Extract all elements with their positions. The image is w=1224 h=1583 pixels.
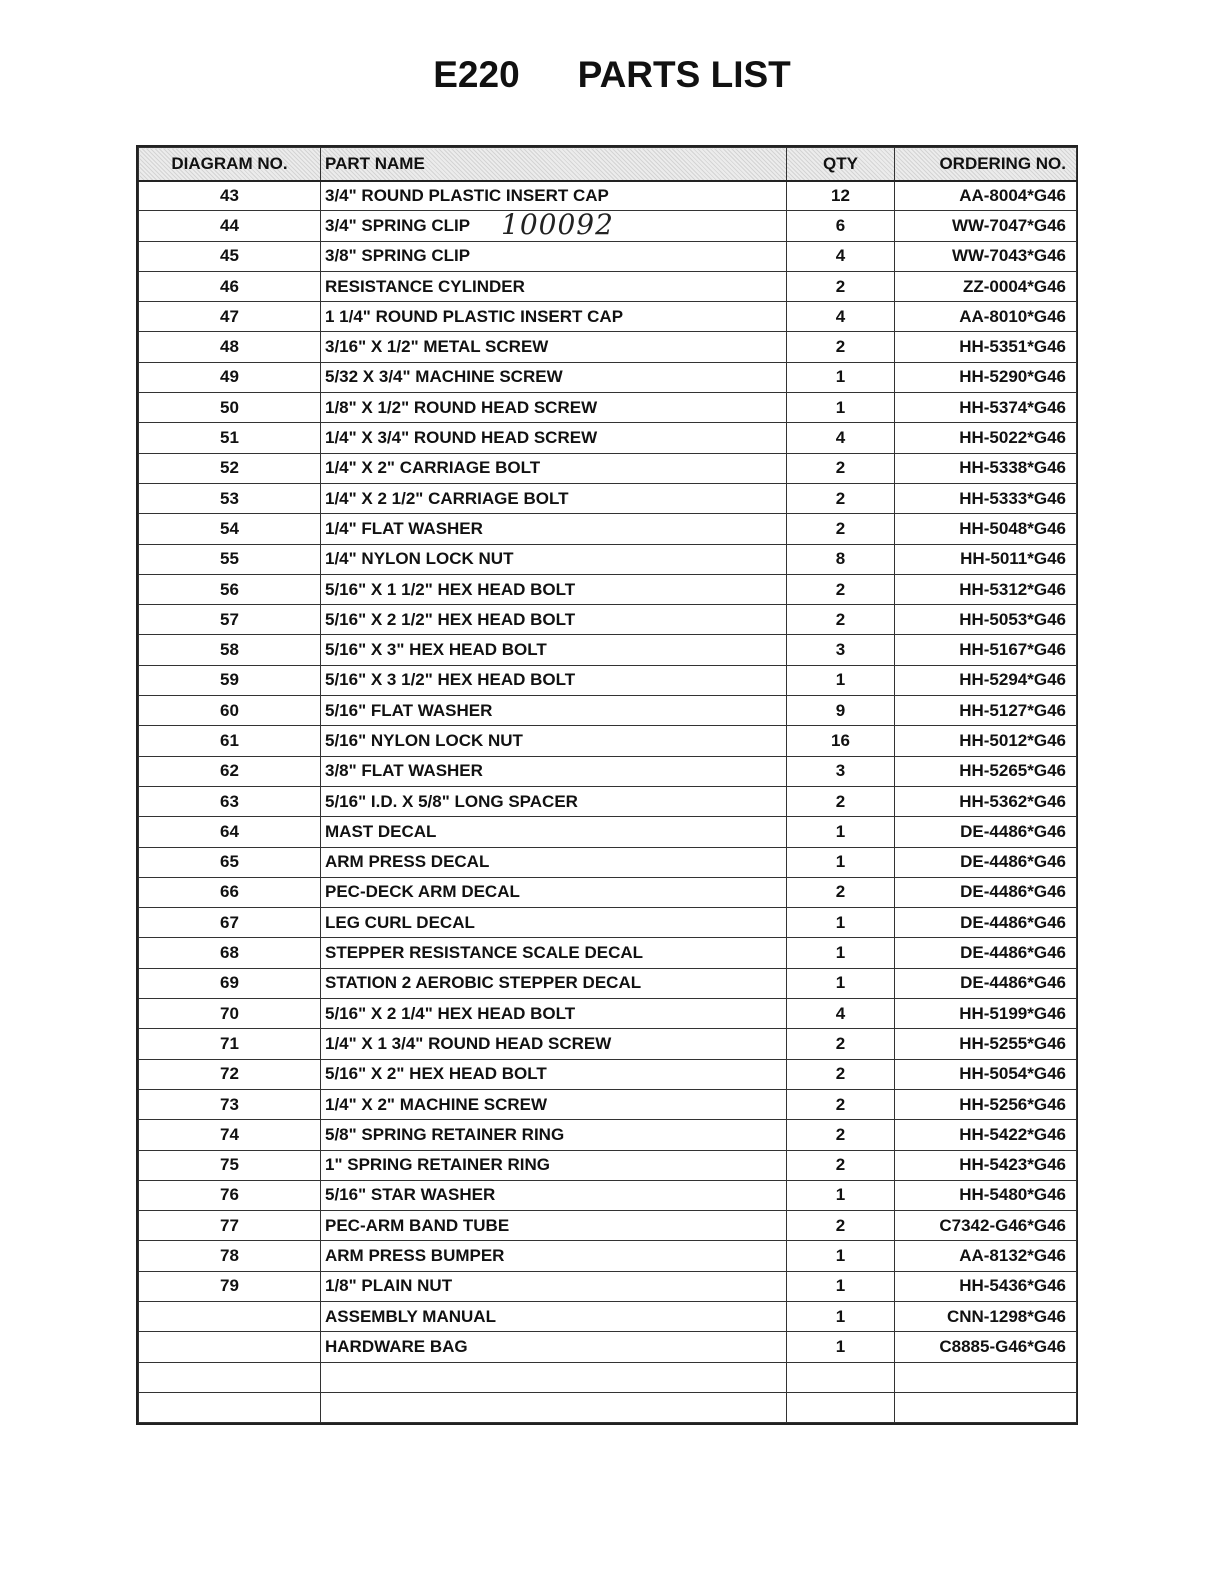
ordering-no-cell: HH-5338*G46 xyxy=(895,453,1077,483)
diagram-no-cell: 77 xyxy=(139,1211,321,1241)
part-name-cell xyxy=(321,1362,787,1392)
part-name-cell: 3/16" X 1/2" METAL SCREW xyxy=(321,332,787,362)
table-body xyxy=(139,181,1077,1423)
qty-cell: 1 xyxy=(787,1241,895,1271)
diagram-no-cell: 66 xyxy=(139,877,321,907)
qty-cell: 1 xyxy=(787,362,895,392)
qty-cell: 2 xyxy=(787,332,895,362)
part-name-cell: 5/16" X 2" HEX HEAD BOLT xyxy=(321,1059,787,1089)
qty-cell: 2 xyxy=(787,453,895,483)
table-row xyxy=(139,938,1077,968)
ordering-no-cell: HH-5422*G46 xyxy=(895,1120,1077,1150)
diagram-no-cell: 54 xyxy=(139,514,321,544)
part-name-cell: 1/8" X 1/2" ROUND HEAD SCREW xyxy=(321,393,787,423)
diagram-no-cell: 46 xyxy=(139,271,321,301)
diagram-no-cell: 52 xyxy=(139,453,321,483)
diagram-no-cell: 72 xyxy=(139,1059,321,1089)
diagram-no-cell xyxy=(139,1362,321,1392)
part-name-cell: 1/8" PLAIN NUT xyxy=(321,1271,787,1301)
qty-cell: 2 xyxy=(787,1029,895,1059)
table-row xyxy=(139,908,1077,938)
diagram-no-cell: 78 xyxy=(139,1241,321,1271)
qty-cell: 1 xyxy=(787,938,895,968)
table-row xyxy=(139,1120,1077,1150)
ordering-no-cell: C7342-G46*G46 xyxy=(895,1211,1077,1241)
ordering-no-cell: HH-5480*G46 xyxy=(895,1180,1077,1210)
ordering-no-cell: HH-5333*G46 xyxy=(895,483,1077,513)
part-name-cell: 3/8" FLAT WASHER xyxy=(321,756,787,786)
part-name-cell: 1/4" X 2 1/2" CARRIAGE BOLT xyxy=(321,483,787,513)
diagram-no-cell: 79 xyxy=(139,1271,321,1301)
qty-cell: 2 xyxy=(787,1211,895,1241)
diagram-no-cell: 59 xyxy=(139,665,321,695)
table-row xyxy=(139,786,1077,816)
ordering-no-cell: AA-8004*G46 xyxy=(895,181,1077,211)
table-row xyxy=(139,847,1077,877)
qty-cell: 4 xyxy=(787,302,895,332)
ordering-no-cell: DE-4486*G46 xyxy=(895,817,1077,847)
parts-list-heading: PARTS LIST xyxy=(577,54,791,95)
ordering-no-cell: AA-8010*G46 xyxy=(895,302,1077,332)
part-name-cell: 5/16" X 2 1/4" HEX HEAD BOLT xyxy=(321,999,787,1029)
part-name-cell: 1/4" X 3/4" ROUND HEAD SCREW xyxy=(321,423,787,453)
part-name-cell xyxy=(321,211,787,241)
table-row xyxy=(139,999,1077,1029)
qty-cell: 1 xyxy=(787,1271,895,1301)
diagram-no-cell: 75 xyxy=(139,1150,321,1180)
diagram-no-cell: 70 xyxy=(139,999,321,1029)
column-header-diagram-no: DIAGRAM NO. xyxy=(139,148,321,181)
qty-cell: 4 xyxy=(787,999,895,1029)
ordering-no-cell: HH-5199*G46 xyxy=(895,999,1077,1029)
part-name-cell: LEG CURL DECAL xyxy=(321,908,787,938)
part-name-cell: 5/16" I.D. X 5/8" LONG SPACER xyxy=(321,786,787,816)
table-row xyxy=(139,271,1077,301)
table-row xyxy=(139,756,1077,786)
table-row xyxy=(139,605,1077,635)
ordering-no-cell: HH-5256*G46 xyxy=(895,1089,1077,1119)
ordering-no-cell: HH-5255*G46 xyxy=(895,1029,1077,1059)
part-name-cell: 1/4" X 2" MACHINE SCREW xyxy=(321,1089,787,1119)
diagram-no-cell: 64 xyxy=(139,817,321,847)
part-name-cell: 5/16" X 3" HEX HEAD BOLT xyxy=(321,635,787,665)
table-header-row xyxy=(139,148,1077,181)
column-header-ordering-no: ORDERING NO. xyxy=(895,148,1077,181)
ordering-no-cell: HH-5167*G46 xyxy=(895,635,1077,665)
table-row xyxy=(139,1150,1077,1180)
part-name-cell: 1/4" X 2" CARRIAGE BOLT xyxy=(321,453,787,483)
diagram-no-cell: 62 xyxy=(139,756,321,786)
qty-cell: 2 xyxy=(787,514,895,544)
ordering-no-cell: CNN-1298*G46 xyxy=(895,1301,1077,1331)
qty-cell: 1 xyxy=(787,1301,895,1331)
table-row xyxy=(139,665,1077,695)
table-row xyxy=(139,1089,1077,1119)
table-row xyxy=(139,544,1077,574)
diagram-no-cell: 69 xyxy=(139,968,321,998)
ordering-no-cell: HH-5048*G46 xyxy=(895,514,1077,544)
column-header-qty: QTY xyxy=(787,148,895,181)
diagram-no-cell: 68 xyxy=(139,938,321,968)
part-name-cell: ASSEMBLY MANUAL xyxy=(321,1301,787,1331)
qty-cell: 2 xyxy=(787,1120,895,1150)
ordering-no-cell: HH-5012*G46 xyxy=(895,726,1077,756)
table-row xyxy=(139,1180,1077,1210)
qty-cell: 2 xyxy=(787,574,895,604)
table-row xyxy=(139,332,1077,362)
part-name-cell: 1" SPRING RETAINER RING xyxy=(321,1150,787,1180)
part-name-cell: 3/4" ROUND PLASTIC INSERT CAP xyxy=(321,181,787,211)
diagram-no-cell: 47 xyxy=(139,302,321,332)
diagram-no-cell xyxy=(139,1392,321,1422)
part-name-cell: 5/16" X 2 1/2" HEX HEAD BOLT xyxy=(321,605,787,635)
diagram-no-cell: 63 xyxy=(139,786,321,816)
table-row xyxy=(139,726,1077,756)
qty-cell: 2 xyxy=(787,483,895,513)
qty-cell xyxy=(787,1392,895,1422)
model-number: E220 xyxy=(433,54,520,95)
part-name-cell: STATION 2 AEROBIC STEPPER DECAL xyxy=(321,968,787,998)
diagram-no-cell: 51 xyxy=(139,423,321,453)
parts-table-container xyxy=(136,145,1078,1425)
part-name-cell: ARM PRESS DECAL xyxy=(321,847,787,877)
diagram-no-cell: 57 xyxy=(139,605,321,635)
table-row xyxy=(139,574,1077,604)
table-row xyxy=(139,696,1077,726)
ordering-no-cell: HH-5127*G46 xyxy=(895,696,1077,726)
ordering-no-cell: WW-7047*G46 xyxy=(895,211,1077,241)
diagram-no-cell: 44 xyxy=(139,211,321,241)
diagram-no-cell: 56 xyxy=(139,574,321,604)
table-row xyxy=(139,1301,1077,1331)
ordering-no-cell: C8885-G46*G46 xyxy=(895,1332,1077,1362)
handwritten-annotation: 100092 xyxy=(501,210,614,242)
ordering-no-cell: HH-5054*G46 xyxy=(895,1059,1077,1089)
qty-cell: 1 xyxy=(787,908,895,938)
diagram-no-cell: 76 xyxy=(139,1180,321,1210)
qty-cell xyxy=(787,1362,895,1392)
table-row xyxy=(139,362,1077,392)
diagram-no-cell: 73 xyxy=(139,1089,321,1119)
qty-cell: 3 xyxy=(787,635,895,665)
part-name-cell: PEC-DECK ARM DECAL xyxy=(321,877,787,907)
part-name-cell: RESISTANCE CYLINDER xyxy=(321,271,787,301)
table-row xyxy=(139,968,1077,998)
diagram-no-cell: 45 xyxy=(139,241,321,271)
ordering-no-cell: HH-5351*G46 xyxy=(895,332,1077,362)
part-name-cell xyxy=(321,1392,787,1422)
diagram-no-cell: 61 xyxy=(139,726,321,756)
qty-cell: 2 xyxy=(787,1150,895,1180)
table-row xyxy=(139,1271,1077,1301)
ordering-no-cell: DE-4486*G46 xyxy=(895,877,1077,907)
diagram-no-cell: 74 xyxy=(139,1120,321,1150)
ordering-no-cell: DE-4486*G46 xyxy=(895,938,1077,968)
qty-cell: 1 xyxy=(787,1332,895,1362)
part-name-cell: 5/16" NYLON LOCK NUT xyxy=(321,726,787,756)
table-row xyxy=(139,635,1077,665)
parts-table xyxy=(138,147,1077,1423)
ordering-no-cell: HH-5265*G46 xyxy=(895,756,1077,786)
ordering-no-cell xyxy=(895,1362,1077,1392)
diagram-no-cell: 71 xyxy=(139,1029,321,1059)
table-row xyxy=(139,1059,1077,1089)
diagram-no-cell: 49 xyxy=(139,362,321,392)
qty-cell: 3 xyxy=(787,756,895,786)
ordering-no-cell: WW-7043*G46 xyxy=(895,241,1077,271)
qty-cell: 12 xyxy=(787,181,895,211)
part-name-cell: 1/4" NYLON LOCK NUT xyxy=(321,544,787,574)
part-name-cell: 3/8" SPRING CLIP xyxy=(321,241,787,271)
table-row xyxy=(139,483,1077,513)
qty-cell: 4 xyxy=(787,241,895,271)
diagram-no-cell: 60 xyxy=(139,696,321,726)
qty-cell: 1 xyxy=(787,817,895,847)
part-name-cell: 5/16" X 3 1/2" HEX HEAD BOLT xyxy=(321,665,787,695)
ordering-no-cell: AA-8132*G46 xyxy=(895,1241,1077,1271)
qty-cell: 8 xyxy=(787,544,895,574)
qty-cell: 6 xyxy=(787,211,895,241)
diagram-no-cell: 55 xyxy=(139,544,321,574)
qty-cell: 16 xyxy=(787,726,895,756)
table-row xyxy=(139,181,1077,211)
part-name-cell: 1/4" FLAT WASHER xyxy=(321,514,787,544)
part-name-cell: 5/16" STAR WASHER xyxy=(321,1180,787,1210)
qty-cell: 2 xyxy=(787,877,895,907)
ordering-no-cell: HH-5053*G46 xyxy=(895,605,1077,635)
part-name-cell: HARDWARE BAG xyxy=(321,1332,787,1362)
ordering-no-cell: ZZ-0004*G46 xyxy=(895,271,1077,301)
table-row xyxy=(139,1211,1077,1241)
ordering-no-cell: HH-5290*G46 xyxy=(895,362,1077,392)
ordering-no-cell: DE-4486*G46 xyxy=(895,847,1077,877)
qty-cell: 1 xyxy=(787,847,895,877)
ordering-no-cell: HH-5436*G46 xyxy=(895,1271,1077,1301)
diagram-no-cell: 58 xyxy=(139,635,321,665)
qty-cell: 1 xyxy=(787,968,895,998)
diagram-no-cell xyxy=(139,1332,321,1362)
ordering-no-cell: HH-5362*G46 xyxy=(895,786,1077,816)
diagram-no-cell xyxy=(139,1301,321,1331)
table-row xyxy=(139,302,1077,332)
table-row xyxy=(139,241,1077,271)
table-row xyxy=(139,1029,1077,1059)
part-name-cell: 5/32 X 3/4" MACHINE SCREW xyxy=(321,362,787,392)
part-name-text: 3/4" SPRING CLIP xyxy=(325,215,471,235)
qty-cell: 2 xyxy=(787,1059,895,1089)
table-row xyxy=(139,1332,1077,1362)
table-row xyxy=(139,1241,1077,1271)
qty-cell: 1 xyxy=(787,665,895,695)
table-row xyxy=(139,423,1077,453)
column-header-part-name: PART NAME xyxy=(321,148,787,181)
qty-cell: 2 xyxy=(787,786,895,816)
ordering-no-cell: HH-5423*G46 xyxy=(895,1150,1077,1180)
diagram-no-cell: 48 xyxy=(139,332,321,362)
ordering-no-cell xyxy=(895,1392,1077,1422)
table-row xyxy=(139,1362,1077,1392)
ordering-no-cell: HH-5312*G46 xyxy=(895,574,1077,604)
ordering-no-cell: DE-4486*G46 xyxy=(895,968,1077,998)
ordering-no-cell: HH-5294*G46 xyxy=(895,665,1077,695)
part-name-cell: 5/16" FLAT WASHER xyxy=(321,696,787,726)
part-name-cell: 5/16" X 1 1/2" HEX HEAD BOLT xyxy=(321,574,787,604)
diagram-no-cell: 67 xyxy=(139,908,321,938)
table-row xyxy=(139,514,1077,544)
part-name-cell: MAST DECAL xyxy=(321,817,787,847)
diagram-no-cell: 50 xyxy=(139,393,321,423)
qty-cell: 2 xyxy=(787,605,895,635)
table-row xyxy=(139,877,1077,907)
part-name-cell: PEC-ARM BAND TUBE xyxy=(321,1211,787,1241)
page-title xyxy=(0,54,1224,96)
diagram-no-cell: 43 xyxy=(139,181,321,211)
diagram-no-cell: 53 xyxy=(139,483,321,513)
part-name-cell: ARM PRESS BUMPER xyxy=(321,1241,787,1271)
table-row xyxy=(139,817,1077,847)
ordering-no-cell: HH-5374*G46 xyxy=(895,393,1077,423)
part-name-cell: 5/8" SPRING RETAINER RING xyxy=(321,1120,787,1150)
table-row xyxy=(139,1392,1077,1422)
part-name-cell: 1/4" X 1 3/4" ROUND HEAD SCREW xyxy=(321,1029,787,1059)
qty-cell: 1 xyxy=(787,393,895,423)
table-row xyxy=(139,211,1077,241)
diagram-no-cell: 65 xyxy=(139,847,321,877)
table-row xyxy=(139,453,1077,483)
qty-cell: 9 xyxy=(787,696,895,726)
qty-cell: 2 xyxy=(787,1089,895,1119)
part-name-cell: STEPPER RESISTANCE SCALE DECAL xyxy=(321,938,787,968)
qty-cell: 4 xyxy=(787,423,895,453)
ordering-no-cell: DE-4486*G46 xyxy=(895,908,1077,938)
part-name-cell: 1 1/4" ROUND PLASTIC INSERT CAP xyxy=(321,302,787,332)
qty-cell: 1 xyxy=(787,1180,895,1210)
table-row xyxy=(139,393,1077,423)
ordering-no-cell: HH-5011*G46 xyxy=(895,544,1077,574)
ordering-no-cell: HH-5022*G46 xyxy=(895,423,1077,453)
qty-cell: 2 xyxy=(787,271,895,301)
